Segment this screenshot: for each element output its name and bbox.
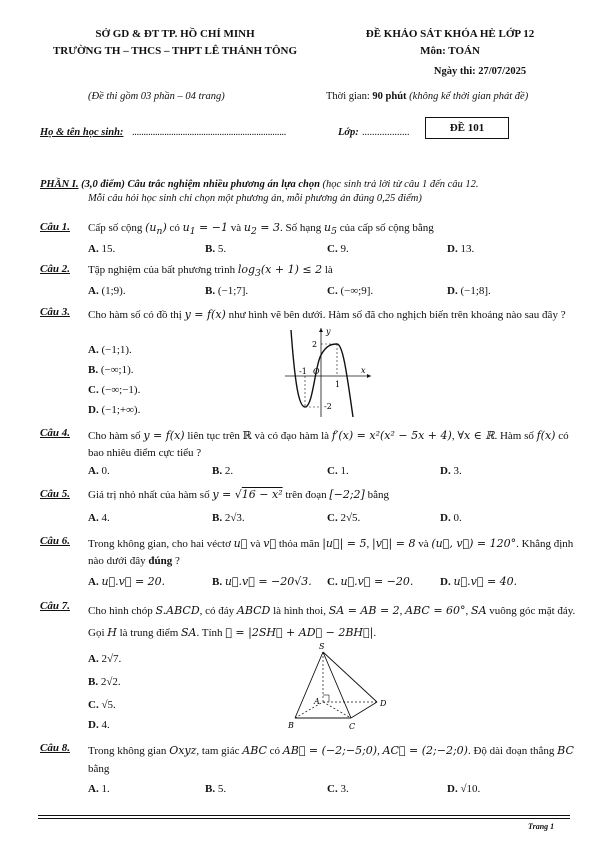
svg-text:y: y xyxy=(326,327,331,336)
part1-note2: Mỗi câu hỏi học sinh chỉ chọn một phương án, mỗi phương án đúng 0,25 điểm) xyxy=(88,193,422,204)
class-label: Lớp: xyxy=(338,127,359,138)
q7-option-a[interactable]: A. 2√7. xyxy=(88,653,122,665)
q6-option-d[interactable]: D. u⃗.v⃗ = 40. xyxy=(440,575,518,588)
q3-a-text: (−1;1). xyxy=(101,344,132,356)
q2-stem: Tập nghiệm của bất phương trình $\log_3(x + 1) \le 2$ là xyxy=(88,263,333,280)
q8-d-text: √10. xyxy=(460,783,481,795)
svg-text:C: C xyxy=(349,722,356,731)
svg-text:-2: -2 xyxy=(324,402,332,411)
q8-option-c[interactable]: C. 3. xyxy=(327,783,349,795)
svg-text:D: D xyxy=(380,699,387,708)
q8-c-text: 3. xyxy=(340,783,349,795)
svg-text:B: B xyxy=(288,721,294,730)
q7-c-text: √5. xyxy=(101,699,116,711)
q2-a-text: (1;9). xyxy=(101,285,126,297)
q8-option-a[interactable]: A. 1. xyxy=(88,783,110,795)
svg-text:A: A xyxy=(314,697,320,706)
svg-text:-1: -1 xyxy=(299,367,307,376)
pages-note: (Đề thi gồm 03 phần – 04 trang) xyxy=(88,91,225,102)
q6-d-text: u⃗.v⃗ = 40. xyxy=(453,575,518,588)
q5-option-d[interactable]: D. 0. xyxy=(440,512,462,524)
q6-number: Câu 6. xyxy=(40,535,70,547)
class-field[interactable]: ................... xyxy=(362,127,410,138)
footer-rule-2 xyxy=(38,818,570,819)
header-school: TRƯỜNG TH – THCS – THPT LÊ THÁNH TÔNG xyxy=(52,45,298,57)
time-value: 90 phút xyxy=(372,91,407,102)
q1-a-text: 15. xyxy=(101,243,116,255)
q7-b-text: 2√2. xyxy=(100,676,121,688)
q7-stem: Cho hình chóp S.ABCD, có đáy ABCD là hình thoi, SA = AB = 2, ABC = 60°, SA vuông góc mặt đáy. Gọi H là trung điểm SA. Tính 𝒟 = |2SH⃗ + AD⃗ − 2BH⃗|. xyxy=(88,604,576,639)
exam-date: Ngày thi: 27/07/2025 xyxy=(433,66,527,77)
q3-option-c[interactable]: C. (−∞;−1). xyxy=(88,384,141,396)
page-number: Trang 1 xyxy=(528,822,555,831)
q2-option-a[interactable]: A. (1;9). xyxy=(88,285,126,297)
q2-b-text: (−1;7]. xyxy=(217,285,249,297)
q7-pyramid-figure xyxy=(285,640,395,732)
exam-code-box: ĐỀ 101 xyxy=(425,117,509,139)
q6-option-b[interactable]: B. u⃗.v⃗ = −20√3. xyxy=(212,575,312,588)
q7-option-d[interactable]: D. 4. xyxy=(88,719,110,731)
part1-note1: (học sinh trả lời từ câu 1 đến câu 12. xyxy=(319,179,479,190)
q4-stem: Cho hàm số y = f(x) liên tục trên ℝ và có đạo hàm là f′(x) = x²(x² − 5x + 4), ∀x ∈ ℝ. Hàm số f(x) có bao nhiêu điểm cực tiểu ? xyxy=(88,429,569,459)
q2-number: Câu 2. xyxy=(40,263,70,275)
q5-option-c[interactable]: C. 2√5. xyxy=(327,512,361,524)
q7-a-text: 2√7. xyxy=(101,653,122,665)
svg-text:1: 1 xyxy=(335,380,341,389)
header-dept: SỞ GD & ĐT TP. HỒ CHÍ MINH xyxy=(95,28,255,40)
q5-stem: Giá trị nhỏ nhất của hàm số y = √16 − x² trên đoạn [−2;2] bằng xyxy=(88,488,389,501)
q5-c-text: 2√5. xyxy=(340,512,361,524)
q3-c-text: (−∞;−1). xyxy=(101,384,141,396)
q6-stem: Trong không gian, cho hai véctơ u⃗ và v⃗ thỏa mãn |u⃗| = 5, |v⃗| = 8 và (u⃗, v⃗) = 120°. Khẳng định nào dưới đây đúng ? xyxy=(88,537,574,567)
part1-heading xyxy=(40,177,580,192)
q7-number: Câu 7. xyxy=(40,600,70,612)
q2-option-c[interactable]: C. (−∞;9]. xyxy=(327,285,374,297)
svg-text:O: O xyxy=(313,367,320,376)
q8-b-text: 5. xyxy=(217,783,227,795)
q1-option-c[interactable]: C. 9. xyxy=(327,243,349,255)
svg-text:x: x xyxy=(361,366,366,375)
part1-title: PHẦN I. xyxy=(40,179,79,190)
q4-option-a[interactable]: A. 0. xyxy=(88,465,110,477)
q4-number: Câu 4. xyxy=(40,427,70,439)
q3-option-b[interactable]: B. (−∞;1). xyxy=(88,364,134,376)
q1-option-b[interactable]: B. 5. xyxy=(205,243,227,255)
subject: Môn: TOÁN xyxy=(420,45,480,57)
q6-c-text: u⃗.v⃗ = −20. xyxy=(340,575,414,588)
q3-d-text: (−1;+∞). xyxy=(101,404,141,416)
part1-label: Câu trắc nghiệm nhiều phương án lựa chọn xyxy=(124,179,320,190)
svg-text:S: S xyxy=(319,642,325,651)
q2-option-b[interactable]: B. (−1;7]. xyxy=(205,285,249,297)
q6-b-text: u⃗.v⃗ = −20√3. xyxy=(224,575,312,588)
q8-a-text: 1. xyxy=(101,783,110,795)
q5-a-text: 4. xyxy=(101,512,110,524)
q4-d-text: 3. xyxy=(453,465,462,477)
q3-stem: Cho hàm số có đồ thị y = f(x) như hình vẽ bên dưới. Hàm số đã cho nghịch biến trên khoảng nào sau đây ? xyxy=(88,308,566,321)
q7-option-b[interactable]: B. 2√2. xyxy=(88,676,121,688)
q1-stem: Cấp số cộng $(u_n)$ có $u_1 = -1$ và $u_2 = 3$. Số hạng $u_5$ của cấp số cộng bằng xyxy=(88,221,434,238)
footer-rule xyxy=(38,815,570,816)
student-name-field[interactable]: ................................................................... xyxy=(132,127,287,138)
svg-text:2: 2 xyxy=(312,340,318,349)
q1-c-text: 9. xyxy=(340,243,349,255)
q5-option-b[interactable]: B. 2√3. xyxy=(212,512,245,524)
q6-a-text: u⃗.v⃗ = 20. xyxy=(101,575,166,588)
q5-d-text: 0. xyxy=(453,512,462,524)
q2-option-d[interactable]: D. (−1;8]. xyxy=(447,285,491,297)
q5-b-text: 2√3. xyxy=(224,512,245,524)
q1-b-text: 5. xyxy=(217,243,227,255)
q5-option-a[interactable]: A. 4. xyxy=(88,512,110,524)
exam-title: ĐỀ KHẢO SÁT KHÓA HÈ LỚP 12 xyxy=(365,28,535,40)
q1-d-text: 13. xyxy=(460,243,475,255)
q3-option-d[interactable]: D. (−1;+∞). xyxy=(88,404,141,416)
q4-a-text: 0. xyxy=(101,465,110,477)
q4-option-b[interactable]: B. 2. xyxy=(212,465,234,477)
q8-stem: Trong không gian Oxyz, tam giác ABC có AB⃗ = (−2;−5;0), AC⃗ = (2;−2;0). Độ dài đoạn thẳng BC bằng xyxy=(88,744,574,775)
q1-option-a[interactable]: A. 15. xyxy=(88,243,116,255)
q5-number: Câu 5. xyxy=(40,488,70,500)
q7-option-c[interactable]: C. √5. xyxy=(88,699,116,711)
q3-option-a[interactable]: A. (−1;1). xyxy=(88,344,132,356)
time-note: (không kể thời gian phát đề) xyxy=(406,91,529,102)
q2-c-text: (−∞;9]. xyxy=(340,285,374,297)
time-line xyxy=(326,91,528,102)
q8-option-d[interactable]: D. √10. xyxy=(447,783,481,795)
part1-points: (3,0 điểm) xyxy=(81,179,125,190)
q6-option-c[interactable]: C. u⃗.v⃗ = −20. xyxy=(327,575,414,588)
q4-option-c[interactable]: C. 1. xyxy=(327,465,349,477)
time-label: Thời gian: xyxy=(326,91,373,102)
q8-option-b[interactable]: B. 5. xyxy=(205,783,227,795)
q7-d-text: 4. xyxy=(101,719,110,731)
student-name-label: Họ & tên học sinh: xyxy=(40,127,124,138)
q4-b-text: 2. xyxy=(224,465,234,477)
q3-number: Câu 3. xyxy=(40,306,70,318)
q8-number: Câu 8. xyxy=(40,742,70,754)
q6-option-a[interactable]: A. u⃗.v⃗ = 20. xyxy=(88,575,166,588)
q3-function-graph xyxy=(283,325,373,420)
q4-c-text: 1. xyxy=(340,465,349,477)
q1-option-d[interactable]: D. 13. xyxy=(447,243,475,255)
q3-b-text: (−∞;1). xyxy=(100,364,134,376)
q1-number: Câu 1. xyxy=(40,221,70,233)
q2-d-text: (−1;8]. xyxy=(460,285,491,297)
q4-option-d[interactable]: D. 3. xyxy=(440,465,462,477)
